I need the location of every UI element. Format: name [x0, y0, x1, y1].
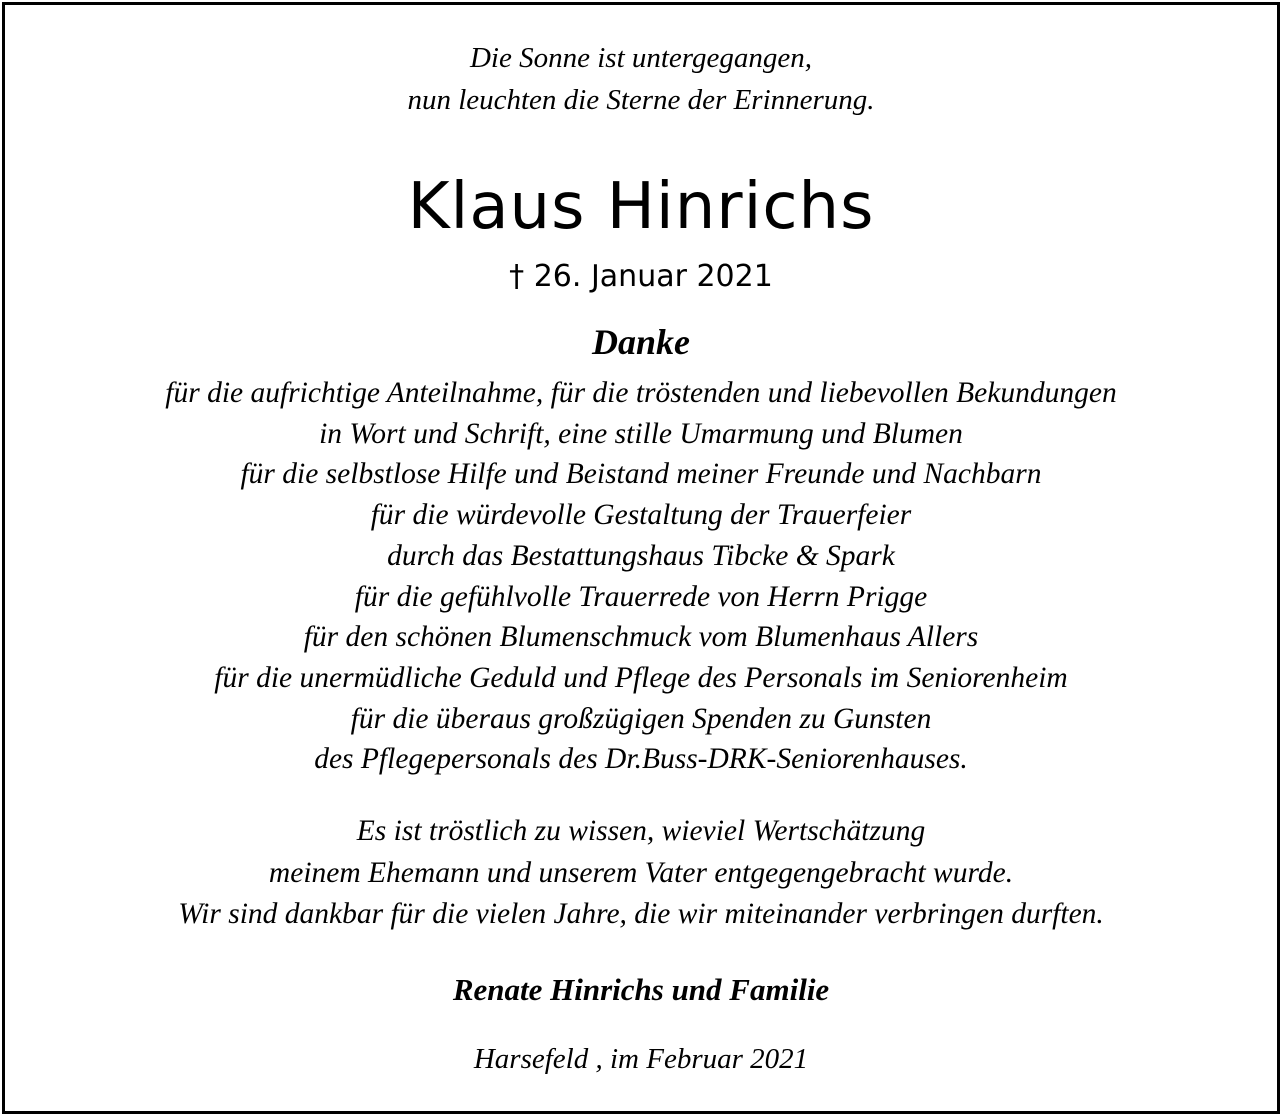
thanks-line: für die überaus großzügigen Spenden zu Gunsten [350, 702, 932, 735]
thanks-heading: Danke [592, 322, 690, 362]
thanks-line: des Pflegepersonals des Dr.Buss-DRK-Seniorenhauses. [314, 743, 968, 776]
family-signature: Renate Hinrichs und Familie [452, 972, 830, 1007]
closing-line: meinem Ehemann und unserem Vater entgegengebracht wurde. [268, 856, 1014, 889]
motto-line: nun leuchten die Sterne der Erinnerung. [407, 84, 875, 116]
thanks-line: für die würdevolle Gestaltung der Trauerfeier [370, 499, 912, 532]
thanks-list [5, 373, 1277, 780]
motto-line: Die Sonne ist untergegangen, [469, 42, 813, 74]
thanks-line: für die aufrichtige Anteilnahme, für die tröstenden und liebevollen Bekundungen [165, 377, 1117, 409]
obituary-notice [2, 2, 1280, 1114]
thanks-line: durch das Bestattungshaus Tibcke & Spark [387, 539, 895, 572]
closing-paragraph [5, 811, 1277, 936]
closing-line: Es ist tröstlich zu wissen, wieviel Wertschätzung [356, 815, 926, 847]
closing-line: Wir sind dankbar für die vielen Jahre, die wir miteinander verbringen durften. [178, 898, 1104, 930]
deceased-name: Klaus Hinrichs [407, 170, 875, 244]
motto [5, 37, 1277, 121]
thanks-line: in Wort und Schrift, eine stille Umarmung und Blumen [319, 417, 963, 450]
thanks-line: für die unermüdliche Geduld und Pflege des Personals im Seniorenheim [214, 661, 1068, 694]
death-date: † 26. Januar 2021 [509, 259, 773, 294]
thanks-line: für die gefühlvolle Trauerrede von Herrn Prigge [354, 580, 928, 613]
place-and-date: Harsefeld , im Februar 2021 [473, 1043, 809, 1075]
thanks-line: für den schönen Blumenschmuck vom Blumenhaus Allers [303, 621, 979, 654]
thanks-line: für die selbstlose Hilfe und Beistand meiner Freunde und Nachbarn [240, 458, 1042, 491]
